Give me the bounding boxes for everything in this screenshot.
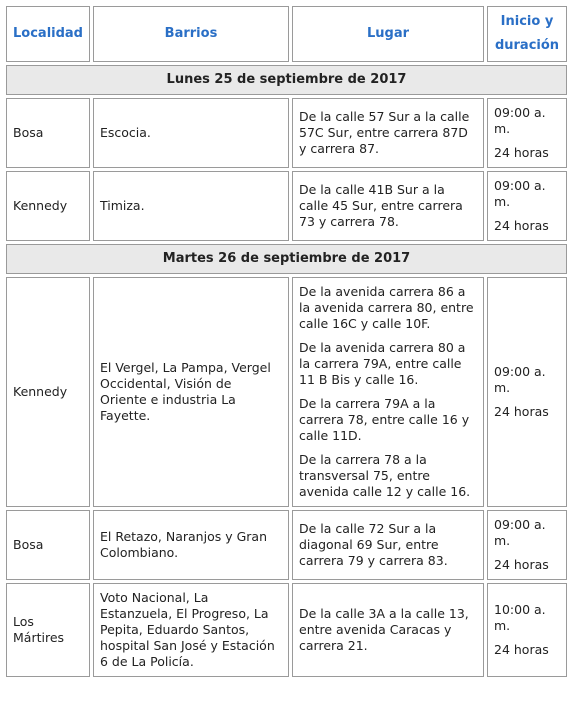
barrios-cell: Voto Nacional, La Estanzuela, El Progreso, La Pepita, Eduardo Santos, hospital San José y Estación 6 de La Policía. [93, 583, 289, 677]
start-time: 10:00 a. m. [494, 602, 546, 633]
lugar-text: De la avenida carrera 86 a la avenida carrera 80, entre calle 16C y calle 10F. [299, 284, 474, 331]
barrios-cell: El Vergel, La Pampa, Vergel Occidental, Visión de Oriente e industria La Fayette. [93, 277, 289, 507]
lugar-cell [292, 98, 484, 168]
lugar-cell [292, 583, 484, 677]
table-row [6, 277, 567, 507]
barrios-cell: Escocia. [93, 98, 289, 168]
header-inicio-line2: duración [494, 38, 560, 53]
duration: 24 horas [494, 145, 549, 160]
duration: 24 horas [494, 557, 549, 572]
start-time: 09:00 a. m. [494, 178, 546, 209]
day-title: Martes 26 de septiembre de 2017 [6, 244, 567, 274]
inicio-cell [487, 171, 567, 241]
localidad-cell: Kennedy [6, 277, 90, 507]
localidad-cell: Kennedy [6, 171, 90, 241]
barrios-cell: El Retazo, Naranjos y Gran Colombiano. [93, 510, 289, 580]
localidad-cell: Bosa [6, 98, 90, 168]
inicio-cell [487, 583, 567, 677]
lugar-text: De la calle 3A a la calle 13, entre avenida Caracas y carrera 21. [299, 606, 469, 653]
inicio-cell [487, 510, 567, 580]
start-time: 09:00 a. m. [494, 105, 546, 136]
table-row [6, 171, 567, 241]
header-row [6, 6, 567, 62]
day-row [6, 65, 567, 95]
duration: 24 horas [494, 218, 549, 233]
start-time: 09:00 a. m. [494, 517, 546, 548]
day-title: Lunes 25 de septiembre de 2017 [6, 65, 567, 95]
lugar-text: De la avenida carrera 80 a la carrera 79A, entre calle 11 B Bis y calle 16. [299, 340, 466, 387]
lugar-text: De la calle 41B Sur a la calle 45 Sur, entre carrera 73 y carrera 78. [299, 182, 463, 229]
barrios-cell: Timiza. [93, 171, 289, 241]
lugar-cell [292, 510, 484, 580]
inicio-cell [487, 98, 567, 168]
header-inicio [487, 6, 567, 62]
header-lugar: Lugar [292, 6, 484, 62]
header-inicio-line1: Inicio y [500, 14, 554, 29]
lugar-text: De la calle 57 Sur a la calle 57C Sur, entre carrera 87D y carrera 87. [299, 109, 470, 156]
lugar-text: De la carrera 78 a la transversal 75, entre avenida calle 12 y calle 16. [299, 452, 471, 499]
lugar-cell [292, 171, 484, 241]
header-barrios: Barrios [93, 6, 289, 62]
localidad-cell: Bosa [6, 510, 90, 580]
duration: 24 horas [494, 642, 549, 657]
header-localidad: Localidad [6, 6, 90, 62]
day-row [6, 244, 567, 274]
localidad-cell: Los Mártires [6, 583, 90, 677]
lugar-text: De la calle 72 Sur a la diagonal 69 Sur, entre carrera 79 y carrera 83. [299, 521, 448, 568]
schedule-table [3, 3, 570, 680]
table-row [6, 510, 567, 580]
duration: 24 horas [494, 404, 549, 419]
inicio-cell [487, 277, 567, 507]
lugar-text: De la carrera 79A a la carrera 78, entre calle 16 y calle 11D. [299, 396, 470, 443]
start-time: 09:00 a. m. [494, 364, 546, 395]
table-row [6, 98, 567, 168]
table-row [6, 583, 567, 677]
lugar-cell [292, 277, 484, 507]
